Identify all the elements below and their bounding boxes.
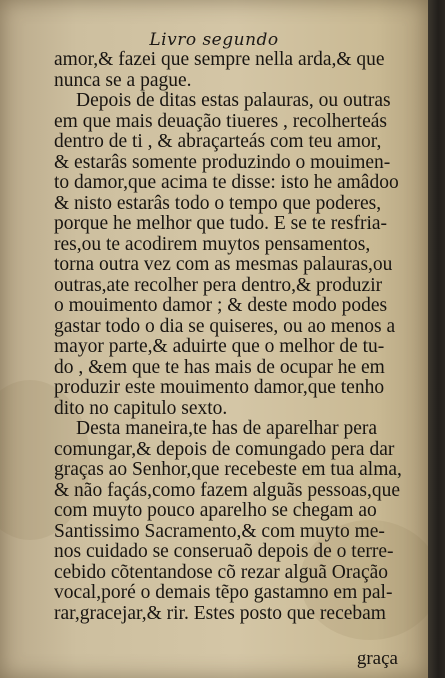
text-line: o mouimento damor ; & deste modo podes [54, 295, 388, 316]
text-line: com muyto pouco aparelho se chegam ao [54, 500, 377, 521]
text-line: outras,ate recolher pera dentro,& produzir [54, 274, 383, 296]
text-line: dito no capitulo sexto. [54, 397, 228, 419]
text-line: mayor parte,& aduirte que o melhor de tu- [54, 336, 385, 357]
text-line: to damor,que acima te disse: isto he amâdoo [54, 172, 399, 193]
text-line: res,ou te acodirem muytos pensamentos, [54, 233, 371, 255]
running-head: Livro segundo [149, 30, 279, 50]
page-edge-shadow [428, 0, 445, 678]
text-line: comungar,& depois de comungado pera dar [54, 438, 395, 460]
text-line: gastar todo o dia se quiseres, ou ao menos a [54, 315, 396, 337]
text-line: produzir este mouimento damor,que tenho [54, 377, 385, 398]
text-line: porque he melhor que tudo. E se te resfria- [54, 213, 388, 234]
text-line: & estarâs somente produzindo o mouimen- [54, 151, 391, 173]
text-line: vocal,poré o demais tẽpo gastamno em pal- [54, 582, 393, 603]
text-line: dentro de ti , & abraçarteás com teu amor, [54, 131, 382, 152]
text-line: & não façás,como fazem alguãs pessoas,que [54, 479, 400, 501]
text-line: rar,gracejar,& rir. Estes posto que recebam [54, 602, 386, 624]
text-line: nunca se a pague. [54, 69, 192, 91]
text-line: & nisto estarâs todo o tempo que poderes, [54, 192, 382, 214]
text-line: Desta maneira,te has de aparelhar pera [76, 418, 377, 439]
text-line: Depois de ditas estas palauras, ou outras [76, 90, 391, 111]
text-line: nos cuidado se conseruaõ depois de o terre- [54, 541, 394, 562]
text-line: em que mais deuação tiueres , recolherteás [54, 110, 387, 132]
text-line: amor,& fazei que sempre nella arda,& que [54, 49, 385, 70]
body-text [54, 50, 416, 624]
text-line: do , &em que te has mais de ocupar he em [54, 356, 385, 378]
catchword: graça [356, 648, 398, 669]
text-line: cebido cõtentandose cõ rezar alguã Oração [54, 561, 389, 583]
text-line: graças ao Senhor,que recebeste em tua alma, [54, 459, 402, 480]
text-line: torna outra vez com as mesmas palauras,ou [54, 254, 393, 275]
text-line: Santissimo Sacramento,& com muyto me- [54, 520, 385, 542]
